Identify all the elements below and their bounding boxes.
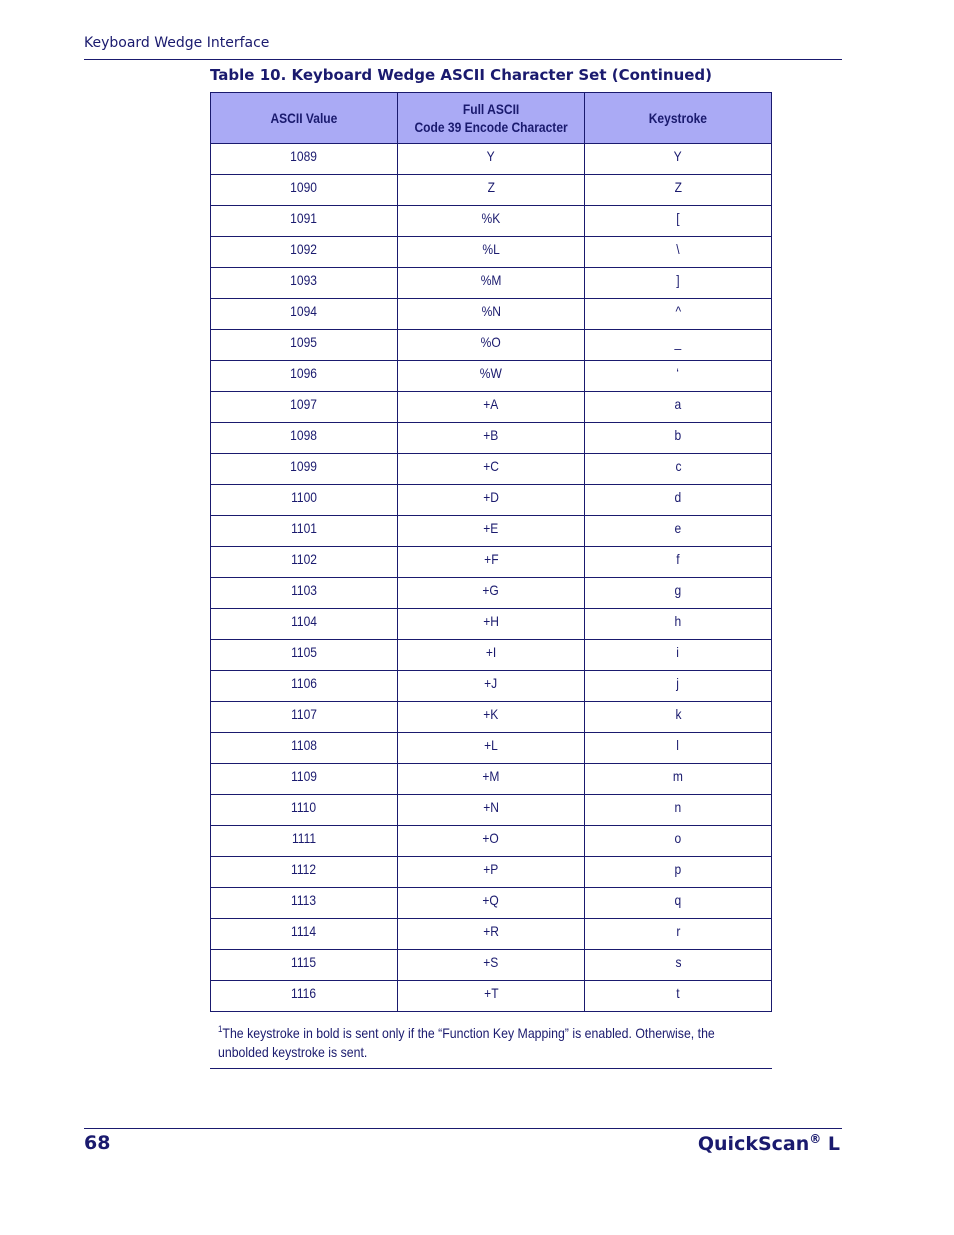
cell-ascii-value bbox=[211, 702, 398, 733]
cell-ascii-value-text: 1096 bbox=[290, 365, 318, 381]
table-row bbox=[211, 516, 772, 547]
cell-ascii-value-text: 1099 bbox=[290, 458, 318, 474]
cell-keystroke bbox=[585, 826, 772, 857]
cell-code39-encode-text: Y bbox=[486, 148, 496, 164]
cell-keystroke-text: _ bbox=[674, 334, 682, 350]
cell-code39-encode-text: +Q bbox=[482, 892, 500, 908]
cell-ascii-value-text: 1111 bbox=[291, 830, 317, 846]
cell-keystroke-text: ‘ bbox=[676, 365, 680, 381]
cell-code39-encode bbox=[398, 175, 585, 206]
table-row bbox=[211, 981, 772, 1012]
table-row bbox=[211, 826, 772, 857]
cell-code39-encode bbox=[398, 330, 585, 361]
table-body bbox=[211, 144, 772, 1012]
cell-ascii-value-text: 1115 bbox=[291, 954, 317, 970]
cell-code39-encode-text: +A bbox=[483, 396, 499, 412]
cell-code39-encode bbox=[398, 919, 585, 950]
cell-code39-encode-text: +I bbox=[485, 644, 497, 660]
cell-ascii-value bbox=[211, 485, 398, 516]
page-number: 68 bbox=[84, 1132, 111, 1154]
cell-code39-encode bbox=[398, 857, 585, 888]
table-row bbox=[211, 733, 772, 764]
cell-ascii-value-text: 1097 bbox=[290, 396, 318, 412]
cell-keystroke bbox=[585, 764, 772, 795]
cell-keystroke bbox=[585, 609, 772, 640]
cell-code39-encode-text: +K bbox=[483, 706, 499, 722]
cell-code39-encode bbox=[398, 144, 585, 175]
cell-code39-encode bbox=[398, 361, 585, 392]
cell-code39-encode-text: +J bbox=[484, 675, 498, 691]
cell-keystroke-text: [ bbox=[676, 210, 680, 226]
cell-keystroke bbox=[585, 578, 772, 609]
cell-code39-encode bbox=[398, 237, 585, 268]
product-name bbox=[698, 1132, 840, 1155]
cell-ascii-value bbox=[211, 175, 398, 206]
cell-keystroke bbox=[585, 888, 772, 919]
product-name-text: QuickScan bbox=[697, 1133, 810, 1155]
cell-code39-encode bbox=[398, 671, 585, 702]
cell-ascii-value-text: 1091 bbox=[290, 210, 318, 226]
cell-ascii-value bbox=[211, 454, 398, 485]
cell-keystroke bbox=[585, 454, 772, 485]
cell-ascii-value-text: 1095 bbox=[290, 334, 318, 350]
cell-ascii-value-text: 1089 bbox=[290, 148, 318, 164]
cell-code39-encode bbox=[398, 950, 585, 981]
table-row bbox=[211, 609, 772, 640]
cell-ascii-value-text: 1103 bbox=[291, 582, 317, 598]
cell-ascii-value-text: 1094 bbox=[290, 303, 318, 319]
cell-ascii-value bbox=[211, 857, 398, 888]
cell-ascii-value-text: 1113 bbox=[291, 892, 317, 908]
table-row bbox=[211, 206, 772, 237]
cell-ascii-value bbox=[211, 144, 398, 175]
cell-keystroke-text: n bbox=[674, 799, 682, 815]
cell-ascii-value bbox=[211, 981, 398, 1012]
cell-code39-encode-text: +G bbox=[482, 582, 500, 598]
cell-keystroke-text: m bbox=[672, 768, 684, 784]
cell-ascii-value-text: 1108 bbox=[291, 737, 317, 753]
table-row bbox=[211, 392, 772, 423]
cell-code39-encode bbox=[398, 516, 585, 547]
cell-ascii-value-text: 1109 bbox=[291, 768, 317, 784]
running-header: Keyboard Wedge Interface bbox=[84, 35, 270, 51]
cell-ascii-value bbox=[211, 764, 398, 795]
cell-code39-encode-text: +S bbox=[483, 954, 499, 970]
cell-keystroke bbox=[585, 516, 772, 547]
cell-keystroke-text: Y bbox=[673, 148, 683, 164]
cell-ascii-value bbox=[211, 516, 398, 547]
cell-code39-encode-text: +H bbox=[483, 613, 499, 629]
cell-ascii-value bbox=[211, 237, 398, 268]
table-row bbox=[211, 795, 772, 826]
cell-keystroke bbox=[585, 640, 772, 671]
table-header-row bbox=[211, 93, 772, 144]
cell-ascii-value bbox=[211, 950, 398, 981]
table-row bbox=[211, 888, 772, 919]
cell-keystroke bbox=[585, 981, 772, 1012]
cell-ascii-value-text: 1114 bbox=[291, 923, 317, 939]
cell-keystroke-text: h bbox=[674, 613, 682, 629]
cell-keystroke bbox=[585, 547, 772, 578]
cell-code39-encode bbox=[398, 640, 585, 671]
cell-code39-encode-text: +L bbox=[484, 737, 498, 753]
cell-code39-encode-text: +P bbox=[483, 861, 499, 877]
cell-ascii-value bbox=[211, 609, 398, 640]
cell-code39-encode bbox=[398, 764, 585, 795]
cell-code39-encode-text: %W bbox=[479, 365, 503, 381]
cell-code39-encode-text: +N bbox=[483, 799, 499, 815]
cell-code39-encode bbox=[398, 609, 585, 640]
cell-ascii-value-text: 1110 bbox=[291, 799, 317, 815]
cell-keystroke-text: f bbox=[676, 551, 680, 567]
cell-keystroke-text: p bbox=[674, 861, 682, 877]
cell-ascii-value bbox=[211, 423, 398, 454]
table-row bbox=[211, 361, 772, 392]
column-header-label: Keystroke bbox=[648, 110, 708, 126]
table-footnote bbox=[218, 1020, 766, 1062]
cell-keystroke-text: r bbox=[675, 923, 681, 939]
footnote-text: The keystroke in bold is sent only if the “Function Key Mapping” is enabled. Otherwise, the unbolded keystroke is sent. bbox=[218, 1025, 715, 1060]
cell-ascii-value bbox=[211, 888, 398, 919]
table-row bbox=[211, 454, 772, 485]
column-header-line: Full ASCII bbox=[462, 101, 520, 117]
ascii-character-table bbox=[210, 92, 772, 1012]
table-row bbox=[211, 423, 772, 454]
cell-keystroke bbox=[585, 392, 772, 423]
cell-keystroke bbox=[585, 795, 772, 826]
cell-keystroke-text: l bbox=[676, 737, 680, 753]
cell-code39-encode bbox=[398, 547, 585, 578]
cell-keystroke bbox=[585, 423, 772, 454]
cell-code39-encode bbox=[398, 981, 585, 1012]
cell-keystroke-text: \ bbox=[676, 241, 680, 257]
cell-code39-encode bbox=[398, 423, 585, 454]
cell-keystroke bbox=[585, 857, 772, 888]
cell-keystroke-text: d bbox=[674, 489, 682, 505]
cell-ascii-value bbox=[211, 330, 398, 361]
cell-code39-encode bbox=[398, 392, 585, 423]
cell-ascii-value-text: 1102 bbox=[291, 551, 317, 567]
header-divider bbox=[84, 59, 842, 60]
footnote-divider bbox=[210, 1068, 772, 1069]
cell-code39-encode-text: +B bbox=[483, 427, 499, 443]
cell-code39-encode bbox=[398, 454, 585, 485]
cell-code39-encode-text: %K bbox=[481, 210, 501, 226]
cell-code39-encode bbox=[398, 206, 585, 237]
cell-code39-encode-text: +D bbox=[483, 489, 499, 505]
cell-code39-encode-text: %M bbox=[480, 272, 502, 288]
cell-ascii-value bbox=[211, 826, 398, 857]
cell-ascii-value-text: 1090 bbox=[290, 179, 318, 195]
cell-keystroke bbox=[585, 485, 772, 516]
cell-ascii-value-text: 1092 bbox=[290, 241, 318, 257]
footer-divider bbox=[84, 1128, 842, 1129]
cell-keystroke bbox=[585, 144, 772, 175]
cell-code39-encode bbox=[398, 268, 585, 299]
cell-keystroke bbox=[585, 330, 772, 361]
cell-keystroke bbox=[585, 299, 772, 330]
cell-code39-encode-text: +M bbox=[482, 768, 500, 784]
cell-keystroke bbox=[585, 950, 772, 981]
cell-ascii-value-text: 1101 bbox=[291, 520, 317, 536]
cell-keystroke bbox=[585, 268, 772, 299]
cell-ascii-value-text: 1116 bbox=[291, 985, 317, 1001]
cell-code39-encode-text: %N bbox=[481, 303, 501, 319]
column-header-ascii-value bbox=[211, 93, 398, 144]
cell-code39-encode-text: Z bbox=[487, 179, 495, 195]
cell-keystroke bbox=[585, 237, 772, 268]
cell-code39-encode bbox=[398, 826, 585, 857]
cell-keystroke-text: t bbox=[676, 985, 680, 1001]
cell-keystroke-text: e bbox=[674, 520, 682, 536]
table-row bbox=[211, 175, 772, 206]
cell-ascii-value-text: 1106 bbox=[291, 675, 317, 691]
cell-code39-encode bbox=[398, 485, 585, 516]
cell-ascii-value-text: 1093 bbox=[290, 272, 318, 288]
cell-code39-encode-text: +C bbox=[483, 458, 499, 474]
table-row bbox=[211, 144, 772, 175]
table-row bbox=[211, 764, 772, 795]
cell-code39-encode-text: %O bbox=[480, 334, 502, 350]
cell-keystroke bbox=[585, 733, 772, 764]
cell-ascii-value bbox=[211, 268, 398, 299]
table-row bbox=[211, 950, 772, 981]
cell-ascii-value-text: 1104 bbox=[291, 613, 317, 629]
table-row bbox=[211, 485, 772, 516]
table-row bbox=[211, 702, 772, 733]
cell-ascii-value-text: 1098 bbox=[290, 427, 318, 443]
cell-keystroke bbox=[585, 361, 772, 392]
cell-ascii-value-text: 1112 bbox=[291, 861, 317, 877]
table-row bbox=[211, 857, 772, 888]
cell-code39-encode-text: %L bbox=[482, 241, 500, 257]
cell-keystroke-text: c bbox=[674, 458, 682, 474]
table-caption: Table 10. Keyboard Wedge ASCII Character Set (Continued) bbox=[210, 66, 713, 84]
cell-keystroke bbox=[585, 919, 772, 950]
column-header-label: ASCII Value bbox=[270, 110, 338, 126]
cell-code39-encode-text: +R bbox=[483, 923, 499, 939]
cell-keystroke-text: o bbox=[674, 830, 682, 846]
cell-ascii-value bbox=[211, 919, 398, 950]
cell-code39-encode bbox=[398, 299, 585, 330]
cell-ascii-value bbox=[211, 547, 398, 578]
column-header-line: Code 39 Encode Character bbox=[414, 119, 568, 135]
cell-code39-encode bbox=[398, 795, 585, 826]
cell-keystroke-text: ^ bbox=[675, 303, 681, 319]
cell-ascii-value bbox=[211, 392, 398, 423]
cell-ascii-value bbox=[211, 206, 398, 237]
cell-keystroke-text: a bbox=[674, 396, 682, 412]
registered-mark: ® bbox=[809, 1132, 822, 1146]
cell-keystroke-text: s bbox=[674, 954, 682, 970]
table-row bbox=[211, 919, 772, 950]
cell-code39-encode-text: +O bbox=[482, 830, 500, 846]
table-row bbox=[211, 268, 772, 299]
cell-code39-encode bbox=[398, 888, 585, 919]
table-row bbox=[211, 671, 772, 702]
table-row bbox=[211, 299, 772, 330]
cell-ascii-value bbox=[211, 299, 398, 330]
cell-keystroke bbox=[585, 206, 772, 237]
column-header-label bbox=[414, 100, 567, 136]
cell-keystroke-text: Z bbox=[674, 179, 682, 195]
table-row bbox=[211, 330, 772, 361]
cell-keystroke-text: k bbox=[674, 706, 682, 722]
cell-code39-encode bbox=[398, 702, 585, 733]
cell-keystroke-text: b bbox=[674, 427, 682, 443]
table-row bbox=[211, 640, 772, 671]
column-header-keystroke bbox=[585, 93, 772, 144]
cell-code39-encode-text: +E bbox=[483, 520, 499, 536]
cell-ascii-value bbox=[211, 733, 398, 764]
cell-code39-encode bbox=[398, 733, 585, 764]
table-row bbox=[211, 578, 772, 609]
cell-ascii-value bbox=[211, 640, 398, 671]
table-row bbox=[211, 547, 772, 578]
cell-ascii-value-text: 1105 bbox=[291, 644, 317, 660]
cell-ascii-value-text: 1107 bbox=[291, 706, 317, 722]
column-header-full-ascii bbox=[398, 93, 585, 144]
cell-ascii-value bbox=[211, 795, 398, 826]
cell-code39-encode-text: +T bbox=[483, 985, 499, 1001]
cell-ascii-value-text: 1100 bbox=[291, 489, 317, 505]
cell-code39-encode bbox=[398, 578, 585, 609]
table-row bbox=[211, 237, 772, 268]
product-suffix: L bbox=[821, 1133, 840, 1155]
cell-ascii-value bbox=[211, 361, 398, 392]
cell-code39-encode-text: +F bbox=[483, 551, 499, 567]
cell-keystroke-text: ] bbox=[676, 272, 680, 288]
cell-ascii-value bbox=[211, 578, 398, 609]
cell-keystroke bbox=[585, 702, 772, 733]
cell-keystroke-text: i bbox=[676, 644, 680, 660]
cell-keystroke-text: q bbox=[674, 892, 682, 908]
footnote-marker: 1 bbox=[218, 1024, 223, 1034]
cell-ascii-value bbox=[211, 671, 398, 702]
cell-keystroke bbox=[585, 671, 772, 702]
cell-keystroke-text: j bbox=[676, 675, 680, 691]
cell-keystroke-text: g bbox=[674, 582, 682, 598]
cell-keystroke bbox=[585, 175, 772, 206]
